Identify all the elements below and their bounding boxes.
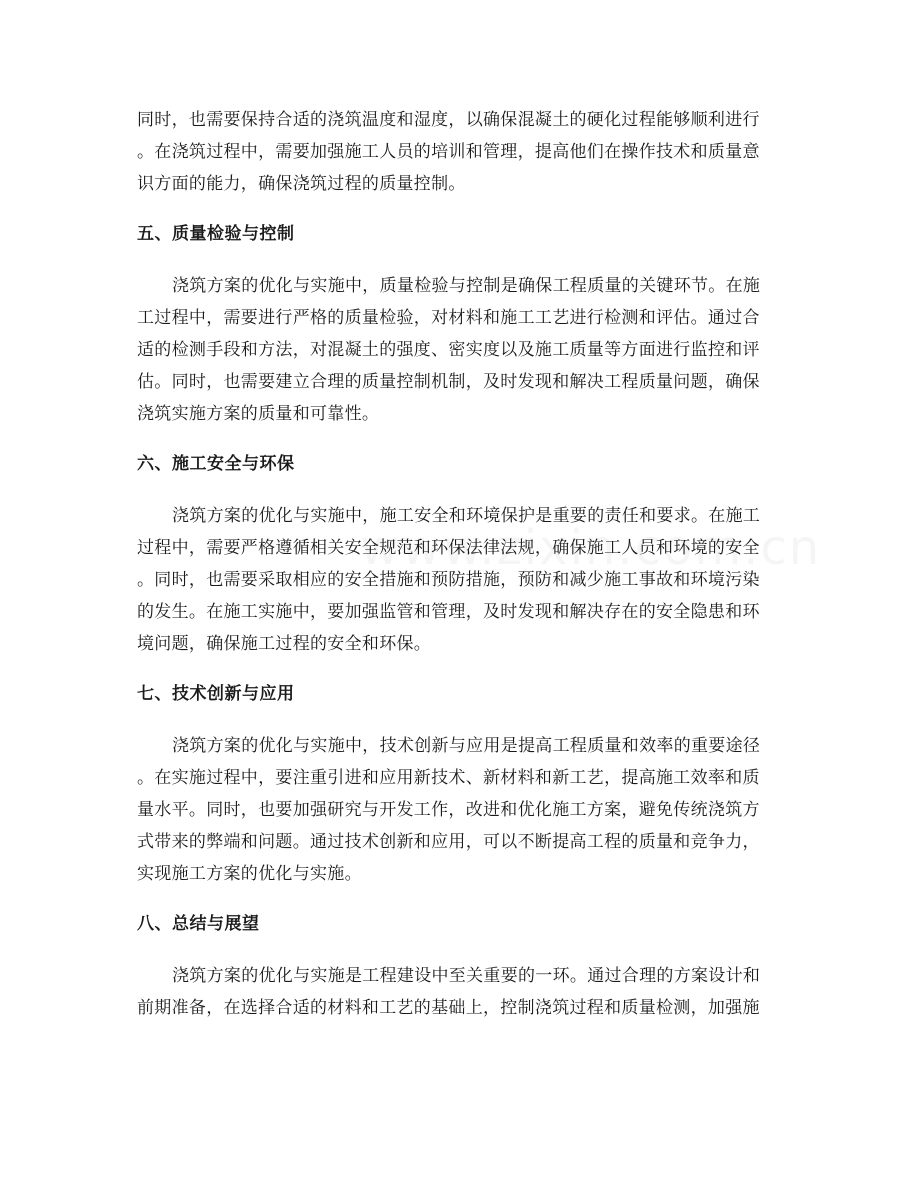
paragraph-line: 实现施工方案的优化与实施。: [137, 864, 362, 884]
intro-paragraph: [137, 104, 787, 200]
section-heading: 五、质量检验与控制: [137, 224, 295, 244]
section-paragraph: [137, 730, 787, 890]
paragraph-line: 浇筑方案的优化与实施中，技术创新与应用是提高工程质量和效率的重要途径: [172, 736, 761, 756]
paragraph-line: 工过程中，需要进行严格的质量检验，对材料和施工工艺进行检测和评估。通过合: [137, 308, 760, 328]
paragraph-line: 识方面的能力，确保浇筑过程的质量控制。: [137, 174, 466, 194]
section-paragraph: [137, 500, 787, 660]
paragraph-line: 式带来的弊端和问题。通过技术创新和应用，可以不断提高工程的质量和竞争力，: [137, 832, 760, 852]
paragraph-line: 前期准备，在选择合适的材料和工艺的基础上，控制浇筑过程和质量检测，加强施: [137, 998, 760, 1018]
paragraph-line: 浇筑实施方案的质量和可靠性。: [137, 404, 380, 424]
paragraph-line: 同时，也需要保持合适的浇筑温度和湿度，以确保混凝土的硬化过程能够顺利进行: [137, 110, 760, 130]
section-heading: 八、总结与展望: [137, 914, 260, 934]
paragraph-line: 量水平。同时，也要加强研究与开发工作，改进和优化施工方案，避免传统浇筑方: [137, 800, 760, 820]
paragraph-line: 浇筑方案的优化与实施是工程建设中至关重要的一环。通过合理的方案设计和: [172, 966, 761, 986]
paragraph-line: 适的检测手段和方法，对混凝土的强度、密实度以及施工质量等方面进行监控和评: [137, 340, 760, 360]
document-page: [137, 104, 787, 1024]
paragraph-line: 浇筑方案的优化与实施中，施工安全和环境保护是重要的责任和要求。在施工: [172, 506, 761, 526]
section-paragraph: [137, 270, 787, 430]
paragraph-line: 。同时，也需要采取相应的安全措施和预防措施，预防和减少施工事故和环境污染: [137, 570, 760, 590]
paragraph-line: 境问题，确保施工过程的安全和环保。: [137, 634, 432, 654]
paragraph-line: 。在实施过程中，要注重引进和应用新技术、新材料和新工艺，提高施工效率和质: [137, 768, 760, 788]
paragraph-line: 浇筑方案的优化与实施中，质量检验与控制是确保工程质量的关键环节。在施: [172, 276, 761, 296]
paragraph-line: 估。同时，也需要建立合理的质量控制机制，及时发现和解决工程质量问题，确保: [137, 372, 760, 392]
section-paragraph: [137, 960, 787, 1024]
paragraph-line: 过程中，需要严格遵循相关安全规范和环保法律法规，确保施工人员和环境的安全: [137, 538, 760, 558]
paragraph-line: 的发生。在施工实施中，要加强监管和管理，及时发现和解决存在的安全隐患和环: [137, 602, 760, 622]
section-heading: 七、技术创新与应用: [137, 684, 295, 704]
paragraph-line: 。在浇筑过程中，需要加强施工人员的培训和管理，提高他们在操作技术和质量意: [137, 142, 760, 162]
section-heading: 六、施工安全与环保: [137, 454, 295, 474]
